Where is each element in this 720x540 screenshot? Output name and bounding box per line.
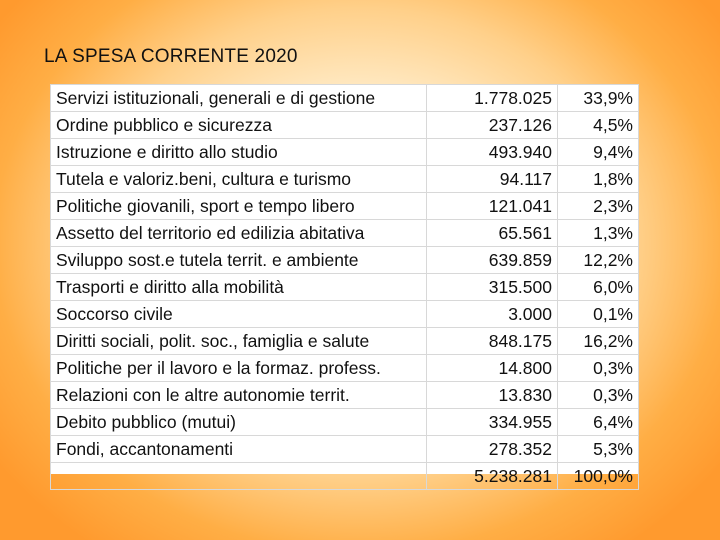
table-row (51, 436, 639, 463)
row-amount: 848.175 (427, 328, 558, 355)
row-percent: 12,2% (558, 247, 639, 274)
row-amount: 334.955 (427, 409, 558, 436)
table-row (51, 139, 639, 166)
row-label: Politiche giovanili, sport e tempo libero (51, 193, 427, 220)
row-amount: 493.940 (427, 139, 558, 166)
table-row (51, 301, 639, 328)
table-row (51, 355, 639, 382)
slide-title: LA SPESA CORRENTE 2020 (44, 46, 298, 67)
row-label: Sviluppo sost.e tutela territ. e ambiente (51, 247, 427, 274)
row-amount: 94.117 (427, 166, 558, 193)
total-amount: 5.238.281 (427, 463, 558, 490)
row-amount: 3.000 (427, 301, 558, 328)
row-amount: 65.561 (427, 220, 558, 247)
row-percent: 0,3% (558, 355, 639, 382)
row-percent: 33,9% (558, 85, 639, 112)
row-amount: 639.859 (427, 247, 558, 274)
table-row (51, 112, 639, 139)
row-label: Diritti sociali, polit. soc., famiglia e salute (51, 328, 427, 355)
row-amount: 278.352 (427, 436, 558, 463)
table-row (51, 247, 639, 274)
row-percent: 0,3% (558, 382, 639, 409)
total-label (51, 463, 427, 490)
row-label: Assetto del territorio ed edilizia abitativa (51, 220, 427, 247)
table-row (51, 274, 639, 301)
row-percent: 9,4% (558, 139, 639, 166)
row-amount: 121.041 (427, 193, 558, 220)
row-label: Servizi istituzionali, generali e di gestione (51, 85, 427, 112)
row-percent: 5,3% (558, 436, 639, 463)
row-label: Relazioni con le altre autonomie territ. (51, 382, 427, 409)
row-label: Soccorso civile (51, 301, 427, 328)
row-amount: 14.800 (427, 355, 558, 382)
table-row (51, 220, 639, 247)
row-amount: 315.500 (427, 274, 558, 301)
row-percent: 16,2% (558, 328, 639, 355)
row-percent: 2,3% (558, 193, 639, 220)
row-amount: 13.830 (427, 382, 558, 409)
total-percent: 100,0% (558, 463, 639, 490)
row-percent: 0,1% (558, 301, 639, 328)
row-percent: 1,8% (558, 166, 639, 193)
row-label: Fondi, accantonamenti (51, 436, 427, 463)
table-row (51, 193, 639, 220)
row-amount: 237.126 (427, 112, 558, 139)
expense-table-container (50, 84, 638, 486)
total-row (51, 463, 639, 490)
expense-table-body (51, 85, 639, 490)
row-label: Istruzione e diritto allo studio (51, 139, 427, 166)
expense-table (50, 84, 639, 490)
row-label: Politiche per il lavoro e la formaz. profess. (51, 355, 427, 382)
row-label: Debito pubblico (mutui) (51, 409, 427, 436)
table-row (51, 85, 639, 112)
row-percent: 4,5% (558, 112, 639, 139)
row-label: Ordine pubblico e sicurezza (51, 112, 427, 139)
table-row (51, 166, 639, 193)
row-amount: 1.778.025 (427, 85, 558, 112)
row-label: Trasporti e diritto alla mobilità (51, 274, 427, 301)
table-row (51, 328, 639, 355)
row-percent: 6,4% (558, 409, 639, 436)
row-percent: 1,3% (558, 220, 639, 247)
row-percent: 6,0% (558, 274, 639, 301)
table-row (51, 409, 639, 436)
row-label: Tutela e valoriz.beni, cultura e turismo (51, 166, 427, 193)
table-row (51, 382, 639, 409)
